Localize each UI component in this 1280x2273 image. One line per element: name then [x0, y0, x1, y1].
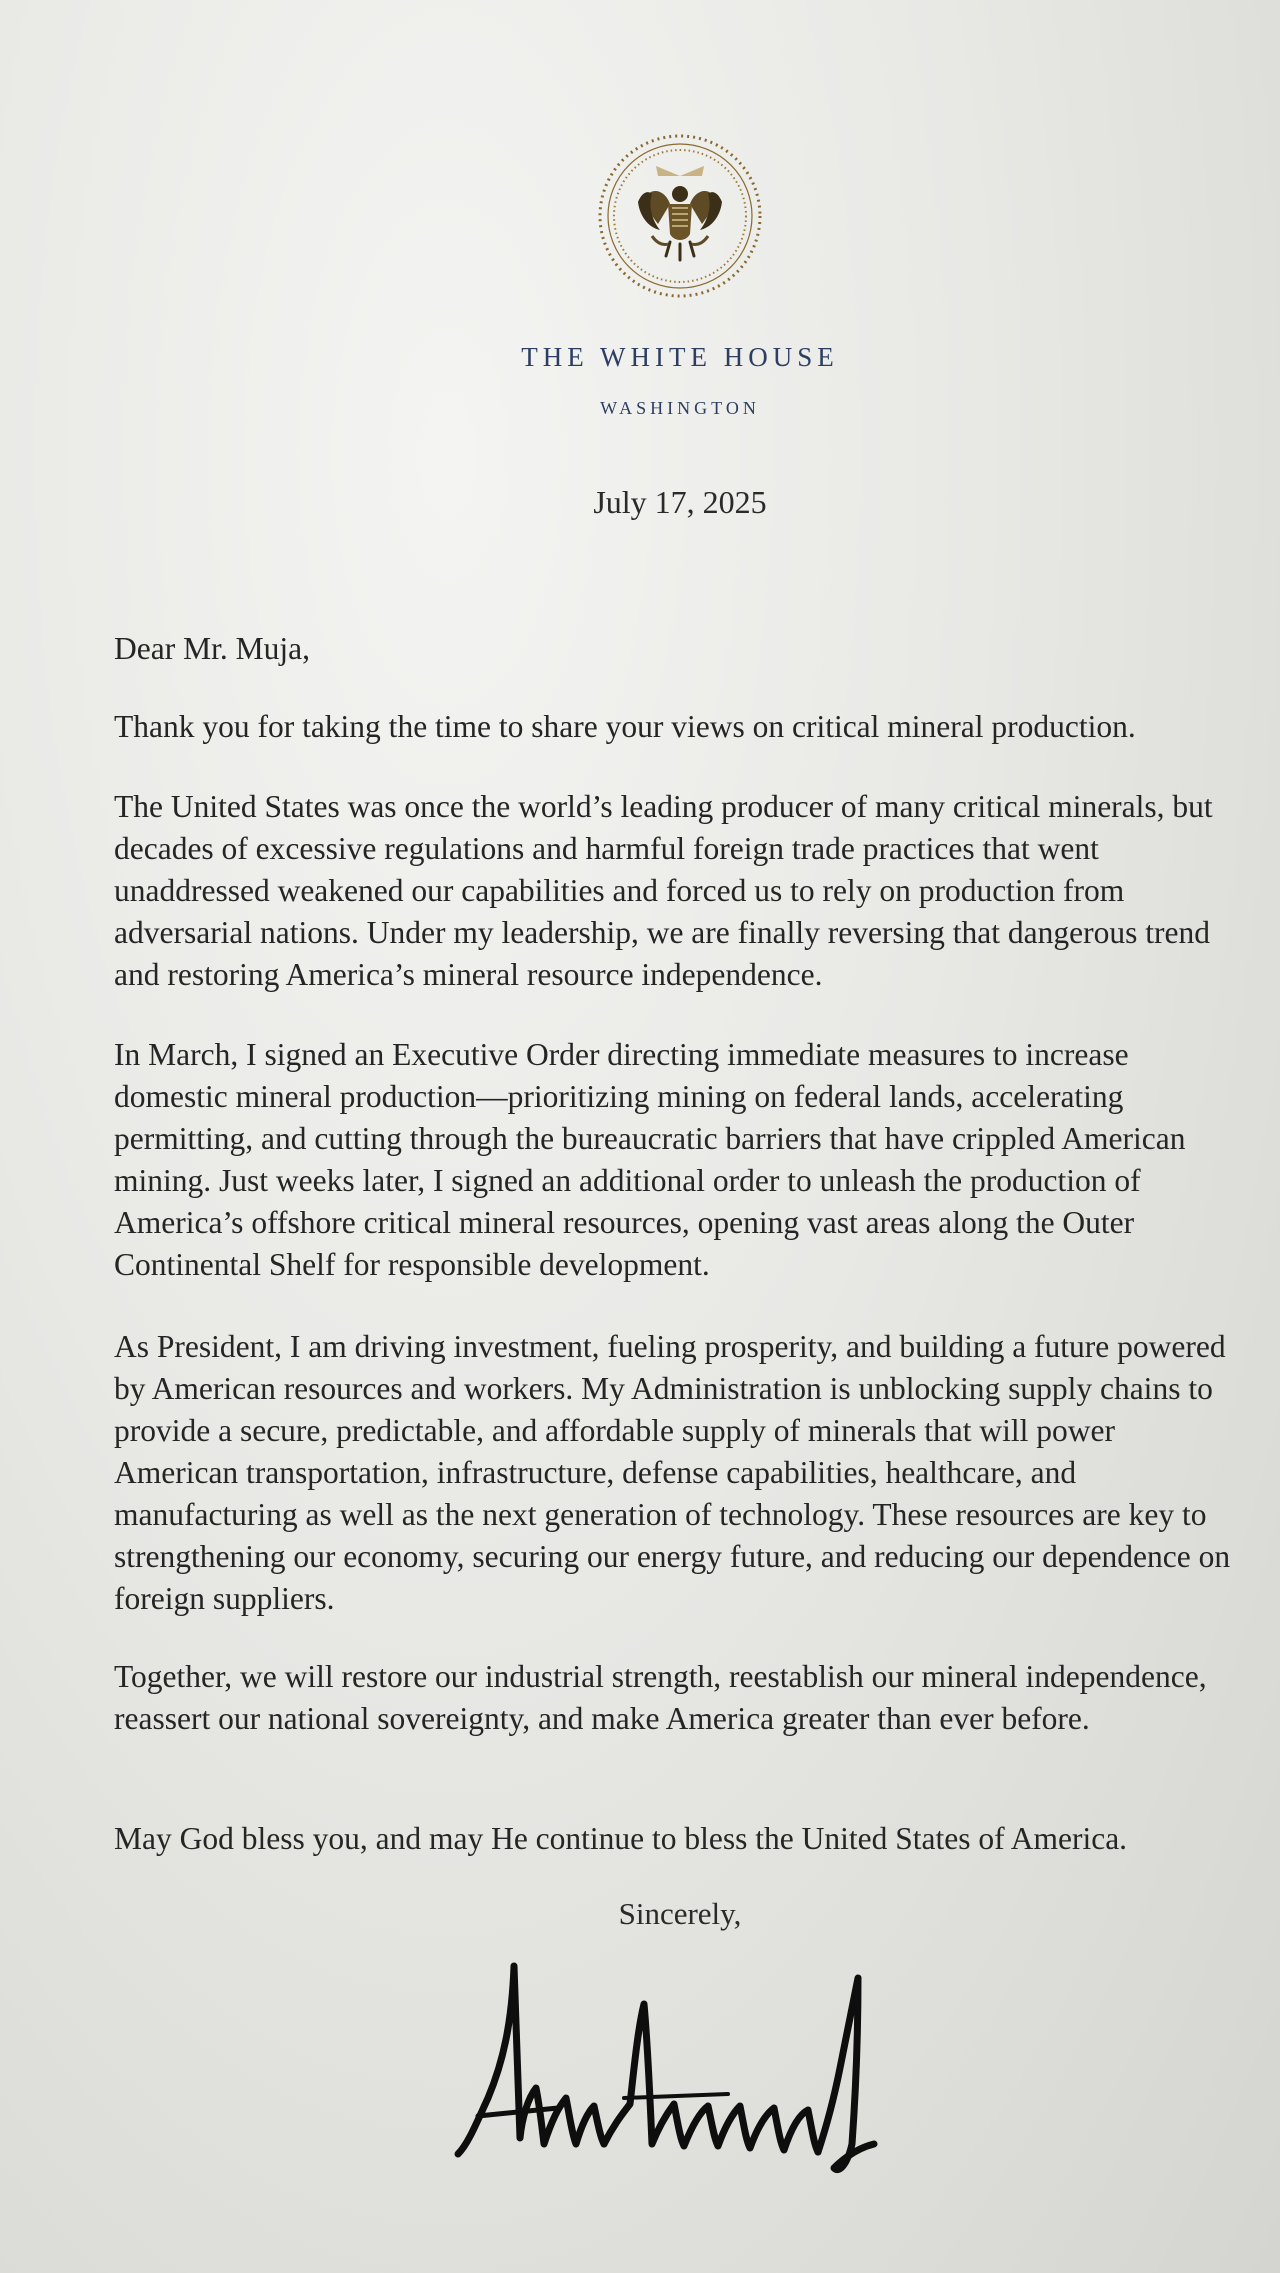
- letter-date: July 17, 2025: [593, 484, 767, 520]
- paragraph-1: Thank you for taking the time to share your views on critical mineral production.: [114, 709, 1136, 744]
- closing: Sincerely,: [618, 1896, 742, 1931]
- paragraph-6: May God bless you, and may He continue to bless the United States of America.: [114, 1821, 1128, 1856]
- handwritten-signature-icon: [448, 1948, 908, 2178]
- paragraph-3: In March, I signed an Executive Order directing immediate measures to increase domestic mineral production—prioritizing mining on federal lands, accelerating permitting, and cutting through the bureaucratic barriers that have crippled American mining. Just weeks later, I signed an additional order to unleash the production of America’s offshore critical mineral resources, opening vast areas along the Outer Continental Shelf for responsible development.: [114, 1037, 1186, 1282]
- letterhead-location: WASHINGTON: [600, 398, 760, 418]
- presidential-seal-icon: [596, 132, 764, 300]
- paragraph-2: The United States was once the world’s leading producer of many critical minerals, but decades of excessive regulations and harmful foreign trade practices that went unaddressed weakened our capabilities and forced us to rely on production from adversarial nations. Under my leadership, we are finally reversing that dangerous trend and restoring America’s mineral resource independence.: [114, 789, 1213, 992]
- salutation: Dear Mr. Muja,: [114, 631, 310, 666]
- letterhead-title: THE WHITE HOUSE: [521, 342, 839, 372]
- paragraph-4: As President, I am driving investment, fueling prosperity, and building a future powered by American resources and workers. My Administration is unblocking supply chains to provide a secure, predictable, and affordable supply of minerals that will power American transportation, infrastructure, defense capabilities, healthcare, and manufacturing as well as the next generation of technology. These resources are key to strengthening our economy, securing our energy future, and reducing our dependence on foreign suppliers.: [114, 1329, 1231, 1616]
- paragraph-5: Together, we will restore our industrial strength, reestablish our mineral independence, reassert our national sovereignty, and make America greater than ever before.: [114, 1659, 1207, 1736]
